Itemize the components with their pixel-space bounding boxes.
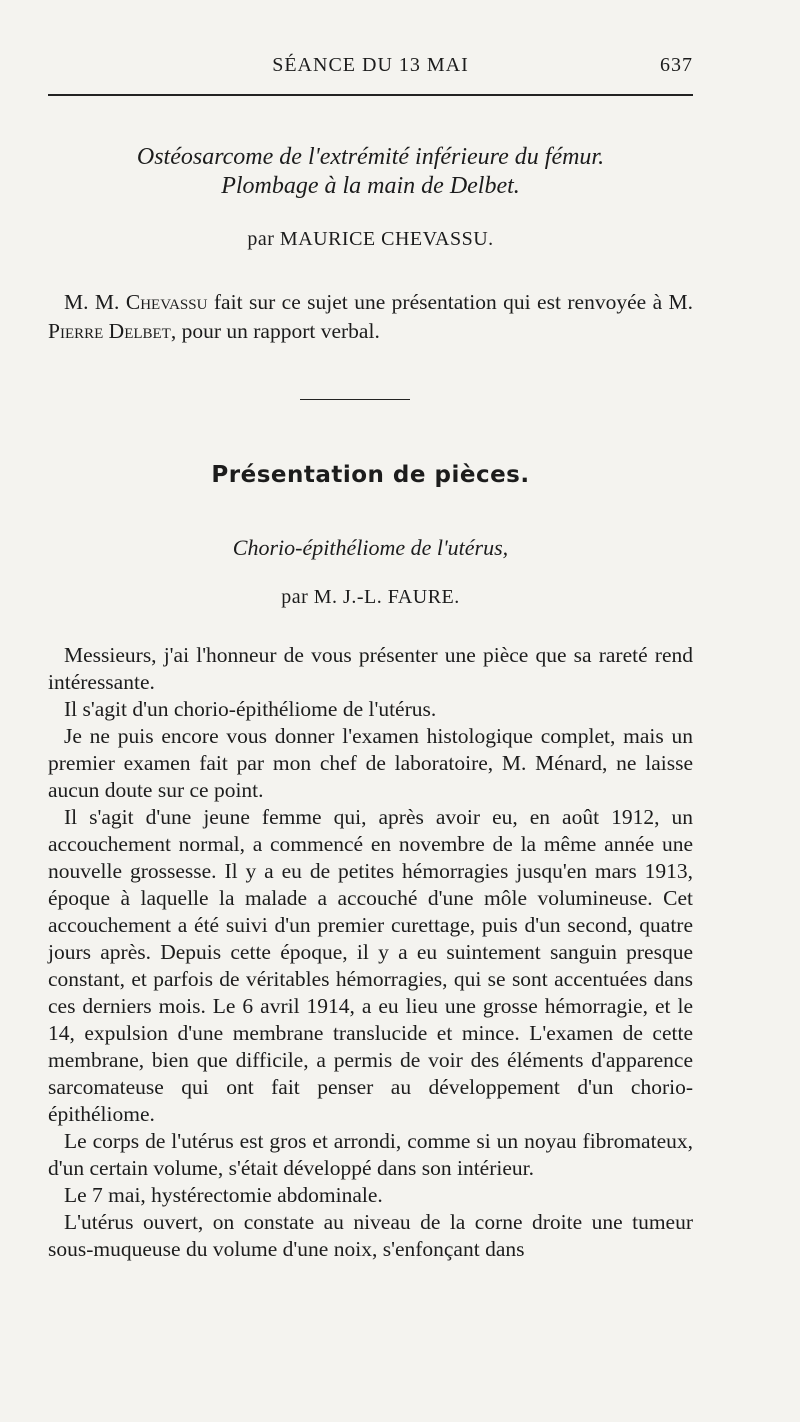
body-paragraph: L'utérus ouvert, on constate au niveau de la corne droite une tumeur sous-muqueuse du volume d'une noix, s'enfonçant dans [48, 1210, 693, 1261]
article2-title: Chorio-épithéliome de l'utérus, [232, 535, 509, 560]
section-divider [300, 399, 410, 400]
para-text: fait sur ce sujet une présentation qui est renvoyée à M. [213, 290, 694, 314]
byline-prefix: par [247, 228, 275, 250]
article-title-line1: Ostéosarcome de l'extrémité inférieure du fémur. [136, 144, 605, 170]
article2-byline [48, 586, 693, 609]
page-number: 637 [660, 54, 693, 76]
running-header [48, 54, 693, 84]
body-paragraph: Il s'agit d'une jeune femme qui, après avoir eu, en août 1912, un accouchement normal, a commencé en novembre de la même année une nouvelle grossesse. Il y a eu de petites hémorragies jusqu'en mars 1913, époque à laquelle la malade a accouché d'une môle volumineuse. Cet accouchement a été suivi d'un premier curettage, puis d'un second, quatre jours après. Depuis cette époque, il y a eu suintement sanguin presque constant, et parfois de véritables hémorragies, qui se sont accentuées dans ces derniers mois. Le 6 avril 1914, a eu lieu une grosse hémorragie, et le 14, expulsion d'une membrane translucide et mince. L'examen de cette membrane, bien que difficile, a permis de voir des éléments d'apparence sarcomateuse qui ont fait penser au développement d'un chorio-épithéliome. [48, 805, 693, 1126]
article-title-line2: Plombage à la main de Delbet. [221, 173, 520, 199]
para-text-end: , pour un rapport verbal. [170, 319, 380, 343]
body-paragraph: Le 7 mai, hystérectomie abdominale. [64, 1183, 383, 1207]
article-paragraph [48, 288, 693, 346]
article-byline [48, 228, 693, 251]
body-paragraph: Le corps de l'utérus est gros et arrondi, comme si un noyau fibromateux, d'un certain volume, s'était développé dans son intérieur. [48, 1129, 693, 1180]
section-heading: Présentation de pièces. [211, 462, 530, 488]
para-prefix: M. M. [64, 290, 120, 314]
running-title: SÉANCE DU 13 MAI [272, 54, 469, 76]
body-paragraph: Messieurs, j'ai l'honneur de vous présenter une pièce que sa rareté rend intéressante. [48, 643, 693, 694]
author-name: Chevassu [125, 290, 208, 314]
article2-body [48, 642, 693, 1263]
body-paragraph: Je ne puis encore vous donner l'examen histologique complet, mais un premier examen fait par mon chef de laboratoire, M. Ménard, ne laisse aucun doute sur ce point. [48, 724, 693, 802]
byline-prefix: par [281, 586, 309, 608]
byline-author: MAURICE CHEVASSU. [279, 228, 494, 250]
referee-name: Pierre Delbet [48, 319, 171, 343]
header-rule [48, 94, 693, 96]
byline-author: M. J.-L. FAURE. [313, 586, 460, 608]
body-paragraph: Il s'agit d'un chorio-épithéliome de l'utérus. [64, 697, 437, 721]
